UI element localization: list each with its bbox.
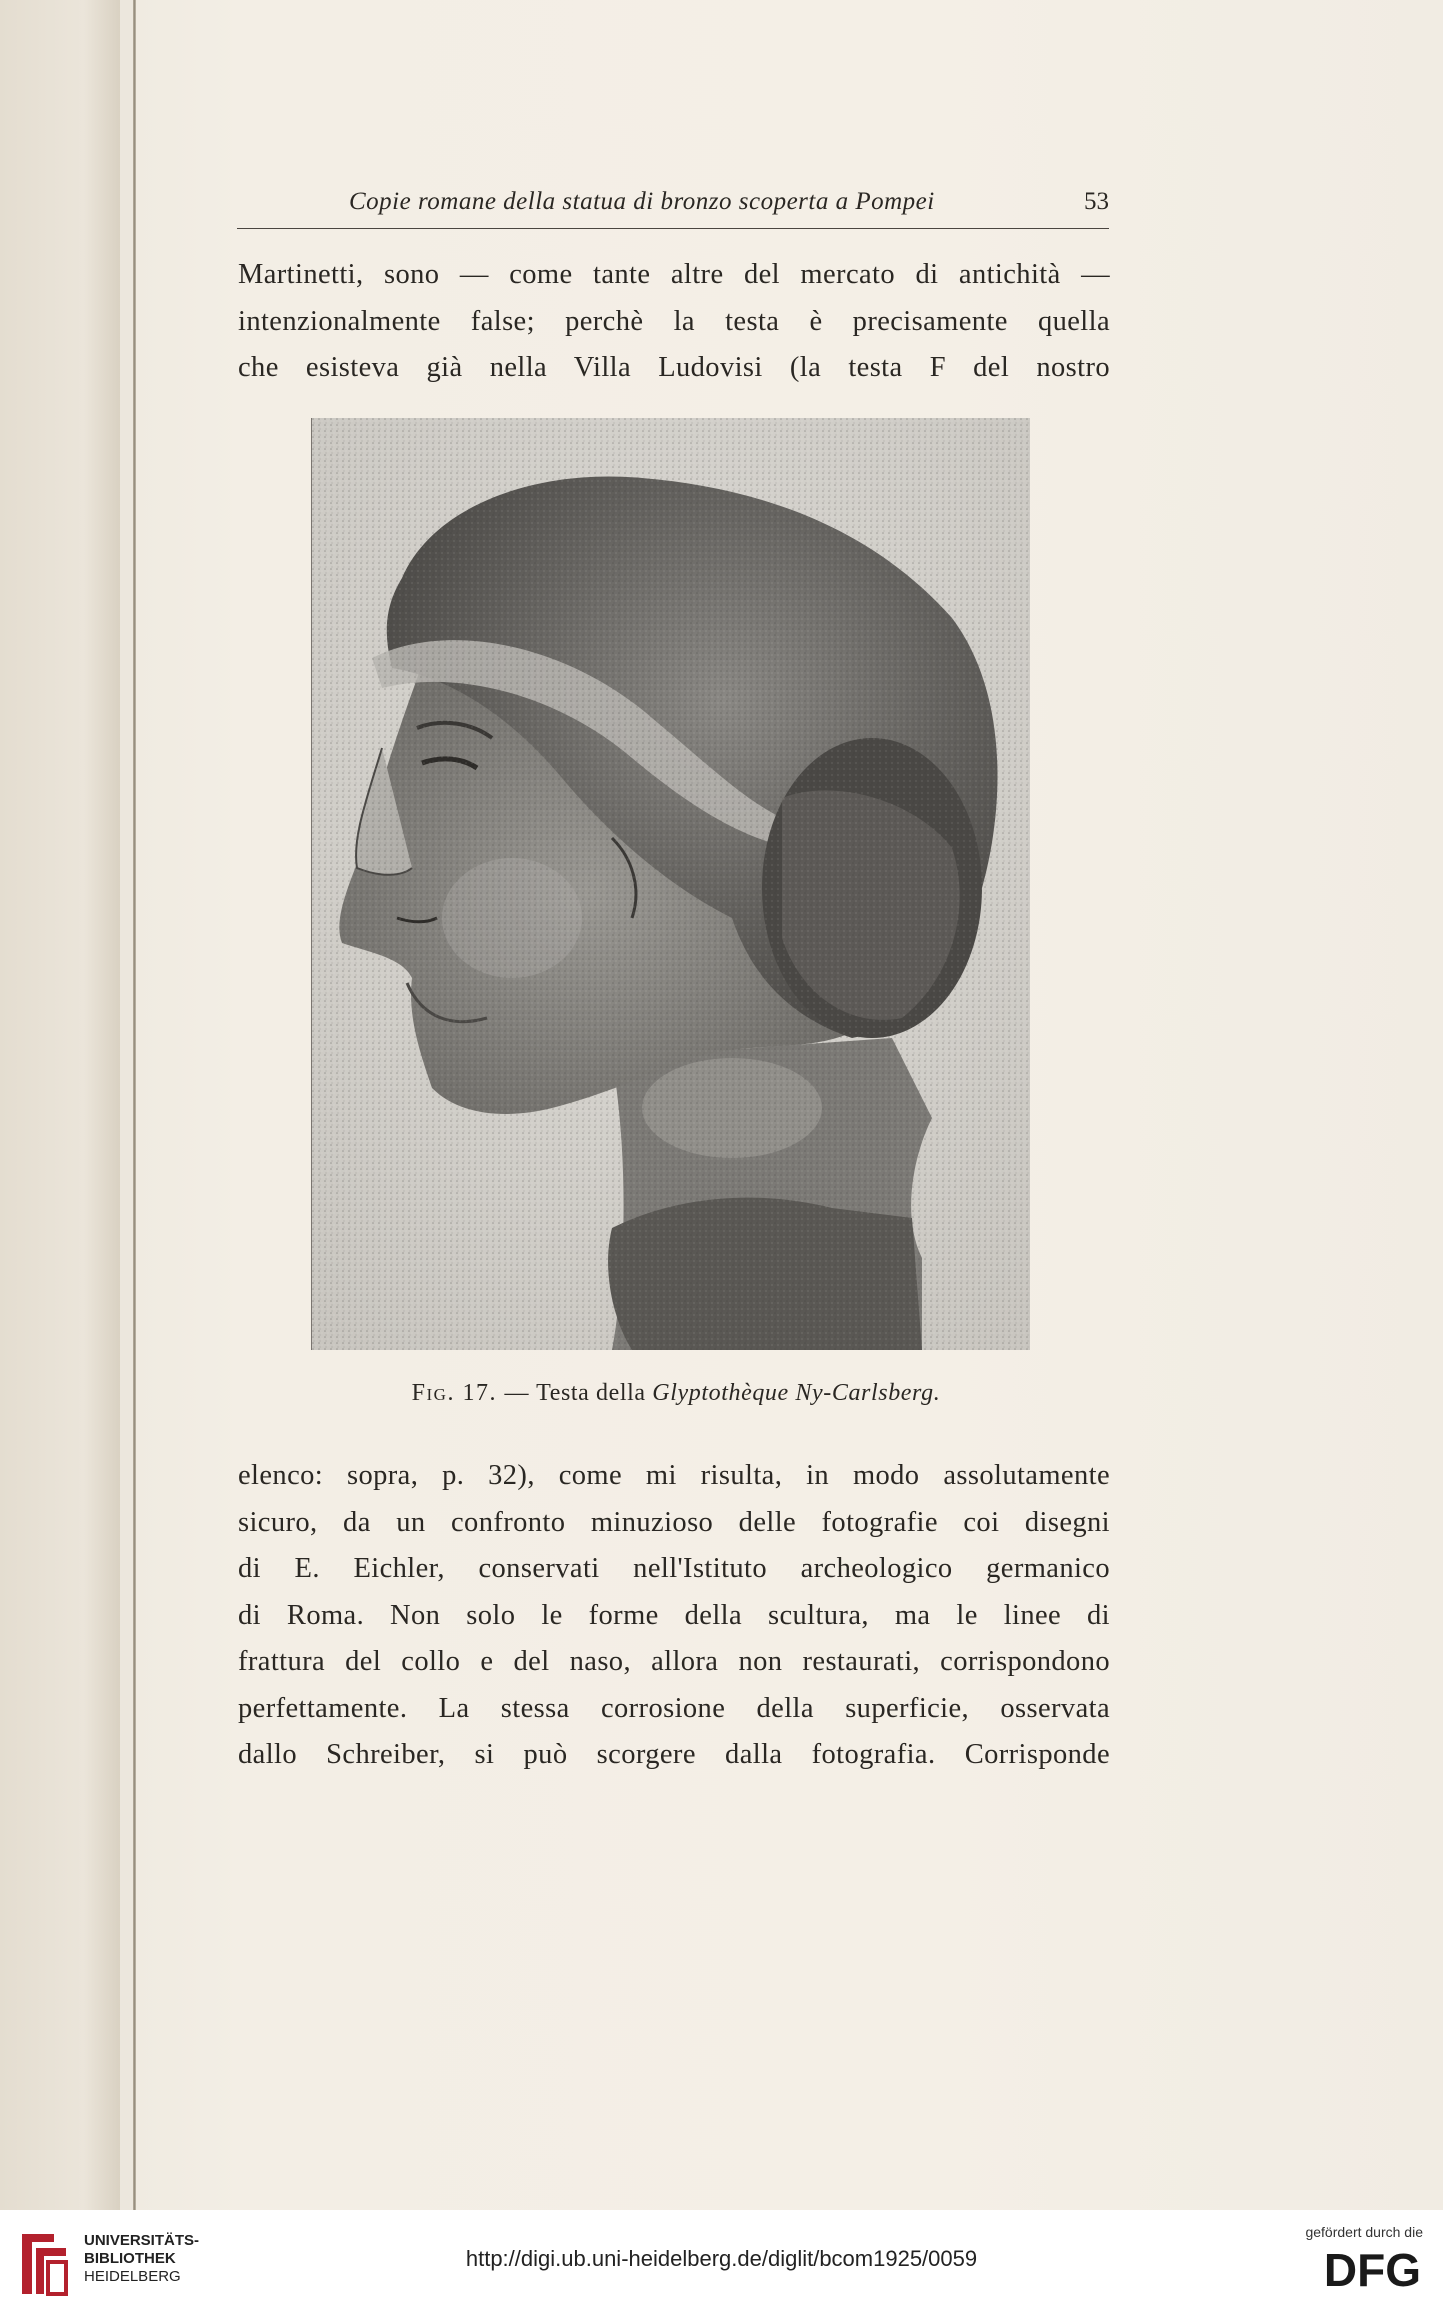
text-line: di Roma. Non solo le forme della scultura, ma le linee di <box>238 1599 1110 1631</box>
dfg-logo-text: DFG <box>1323 2246 1421 2290</box>
funding-text: gefördert durch die <box>1305 2224 1423 2240</box>
figure-photo-head <box>311 418 1030 1350</box>
text-line: di E. Eichler, conservati nell'Istituto archeologico germanico <box>238 1553 1110 1584</box>
digitization-footer <box>0 2210 1443 2313</box>
caption-text: Testa della <box>536 1380 646 1406</box>
dfg-logo-icon[interactable] <box>1283 2246 1423 2290</box>
figure-caption <box>240 1380 1112 1407</box>
page-number: 53 <box>1084 188 1109 215</box>
facing-page-edge <box>0 0 120 2210</box>
sculpture-head-image <box>312 418 1030 1350</box>
library-name-line: UNIVERSITÄTS- <box>84 2232 200 2249</box>
funding-block <box>1273 2224 1423 2290</box>
text-line: perfettamente. La stessa corrosione della superficie, osservata <box>238 1692 1110 1724</box>
text-line: sicuro, da un confronto minuzioso delle fotografie coi disegni <box>238 1506 1110 1538</box>
library-name-line: HEIDELBERG <box>84 2268 181 2285</box>
text-line: intenzionalmente false; perchè la testa è precisamente quella <box>238 305 1110 337</box>
figure-label: Fig. 17. — <box>411 1380 530 1406</box>
running-title: Copie romane della statua di bronzo scoperta a Pompei <box>349 188 935 215</box>
source-url-link[interactable]: http://digi.ub.uni-heidelberg.de/diglit/bcom1925/0059 <box>465 2246 978 2271</box>
text-line: elenco: sopra, p. 32), come mi risulta, in modo assolutamente <box>238 1460 1110 1491</box>
body-text-top <box>238 252 1110 392</box>
library-name-line: BIBLIOTHEK <box>84 2250 176 2267</box>
caption-italic: Glyptothèque Ny-Carlsberg. <box>652 1380 941 1406</box>
text-line: Martinetti, sono — come tante altre del mercato di antichità — <box>238 259 1110 290</box>
text-line: che esisteva già nella Villa Ludovisi (la testa F del nostro <box>238 352 1110 383</box>
text-line: dallo Schreiber, si può scorgere dalla fotografia. Corrisponde <box>238 1739 1110 1770</box>
body-text-bottom <box>238 1453 1110 1779</box>
text-line: frattura del collo e del naso, allora non restaurati, corrispondono <box>238 1646 1110 1677</box>
running-head <box>237 188 1109 229</box>
